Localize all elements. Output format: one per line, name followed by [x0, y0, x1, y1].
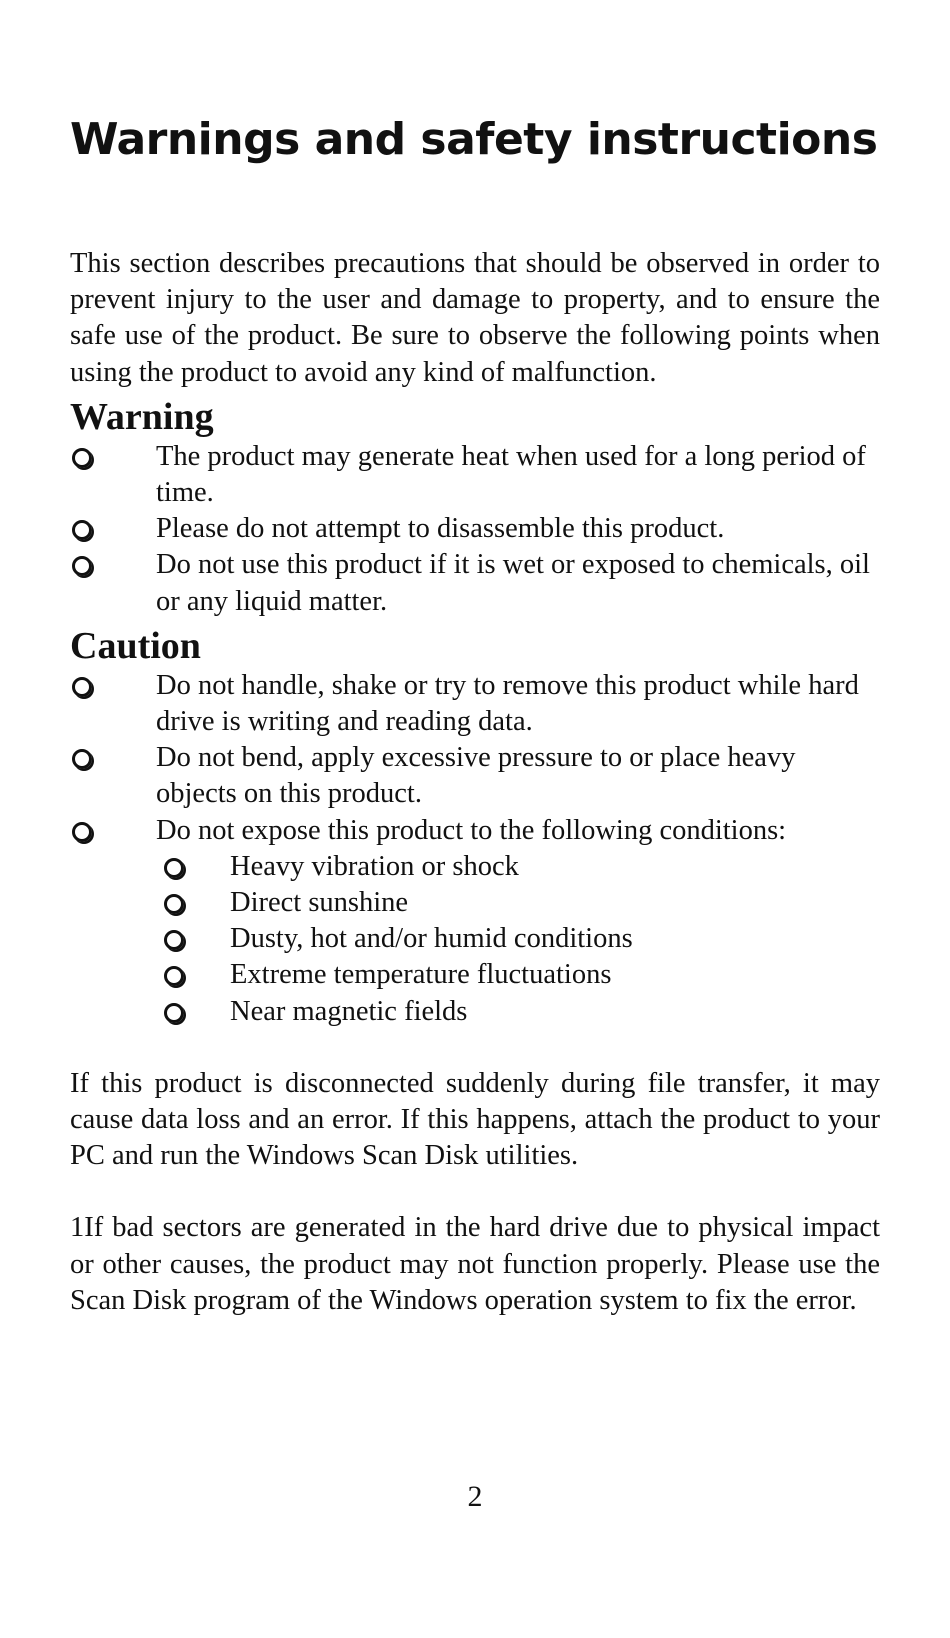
circle-bullet-icon: [72, 822, 92, 842]
condition-text: Direct sunshine: [230, 887, 409, 919]
circle-bullet-icon: [72, 556, 92, 576]
list-item: [70, 547, 880, 619]
list-item-text: Do not expose this product to the following conditions:: [156, 814, 787, 846]
condition-item: [70, 994, 880, 1030]
condition-item: [70, 885, 880, 921]
list-item: [70, 740, 880, 812]
list-item: [70, 813, 880, 1030]
circle-bullet-icon: [164, 858, 184, 878]
spacer: [70, 1030, 880, 1066]
warning-list: [70, 439, 880, 620]
circle-bullet-icon: [164, 966, 184, 986]
document-page: [70, 112, 880, 1319]
conditions-list: [156, 849, 880, 1030]
page-number: 2: [467, 1480, 483, 1513]
condition-text: Extreme temperature fluctuations: [230, 959, 612, 991]
list-item: [70, 668, 880, 740]
disconnect-paragraph: If this product is disconnected suddenly during file transfer, it may cause data loss and an error. If this happens, attach the product to your PC and run the Windows Scan Disk utilities.: [70, 1067, 880, 1172]
warning-heading: Warning: [70, 395, 214, 438]
circle-bullet-icon: [164, 930, 184, 950]
condition-text: Heavy vibration or shock: [230, 850, 519, 882]
condition-item: [70, 849, 880, 885]
circle-bullet-icon: [164, 1003, 184, 1023]
list-item-text: Please do not attempt to disassemble this product.: [156, 513, 725, 545]
list-item-text: Do not handle, shake or try to remove this product while hard drive is writing and reading data.: [156, 669, 859, 738]
condition-text: Dusty, hot and/or humid conditions: [230, 923, 633, 955]
circle-bullet-icon: [72, 749, 92, 769]
intro-paragraph: This section describes precautions that should be observed in order to prevent injury to the user and damage to property, and to ensure the safe use of the product. Be sure to observe the following points when using the product to avoid any kind of malfunction.: [70, 248, 880, 388]
caution-heading: Caution: [70, 624, 201, 667]
circle-bullet-icon: [72, 448, 92, 468]
condition-item: [70, 921, 880, 957]
list-item-text: Do not bend, apply excessive pressure to or place heavy objects on this product.: [156, 742, 796, 810]
list-item: [70, 439, 880, 511]
condition-item: [70, 957, 880, 993]
page-title: Warnings and safety instructions: [70, 114, 878, 165]
list-item: [70, 511, 880, 547]
caution-list: [70, 668, 880, 1030]
list-item-text: Do not use this product if it is wet or exposed to chemicals, oil or any liquid matter.: [156, 549, 870, 617]
bad-sectors-paragraph: 1If bad sectors are generated in the hard drive due to physical impact or other causes, the product may not function properly. Please use the Scan Disk program of the Windows operation system to fix the error.: [70, 1212, 880, 1316]
circle-bullet-icon: [164, 894, 184, 914]
spacer: [70, 1174, 880, 1210]
circle-bullet-icon: [72, 520, 92, 540]
condition-text: Near magnetic fields: [230, 995, 468, 1027]
list-item-text: The product may generate heat when used for a long period of time.: [156, 440, 866, 509]
circle-bullet-icon: [72, 677, 92, 697]
